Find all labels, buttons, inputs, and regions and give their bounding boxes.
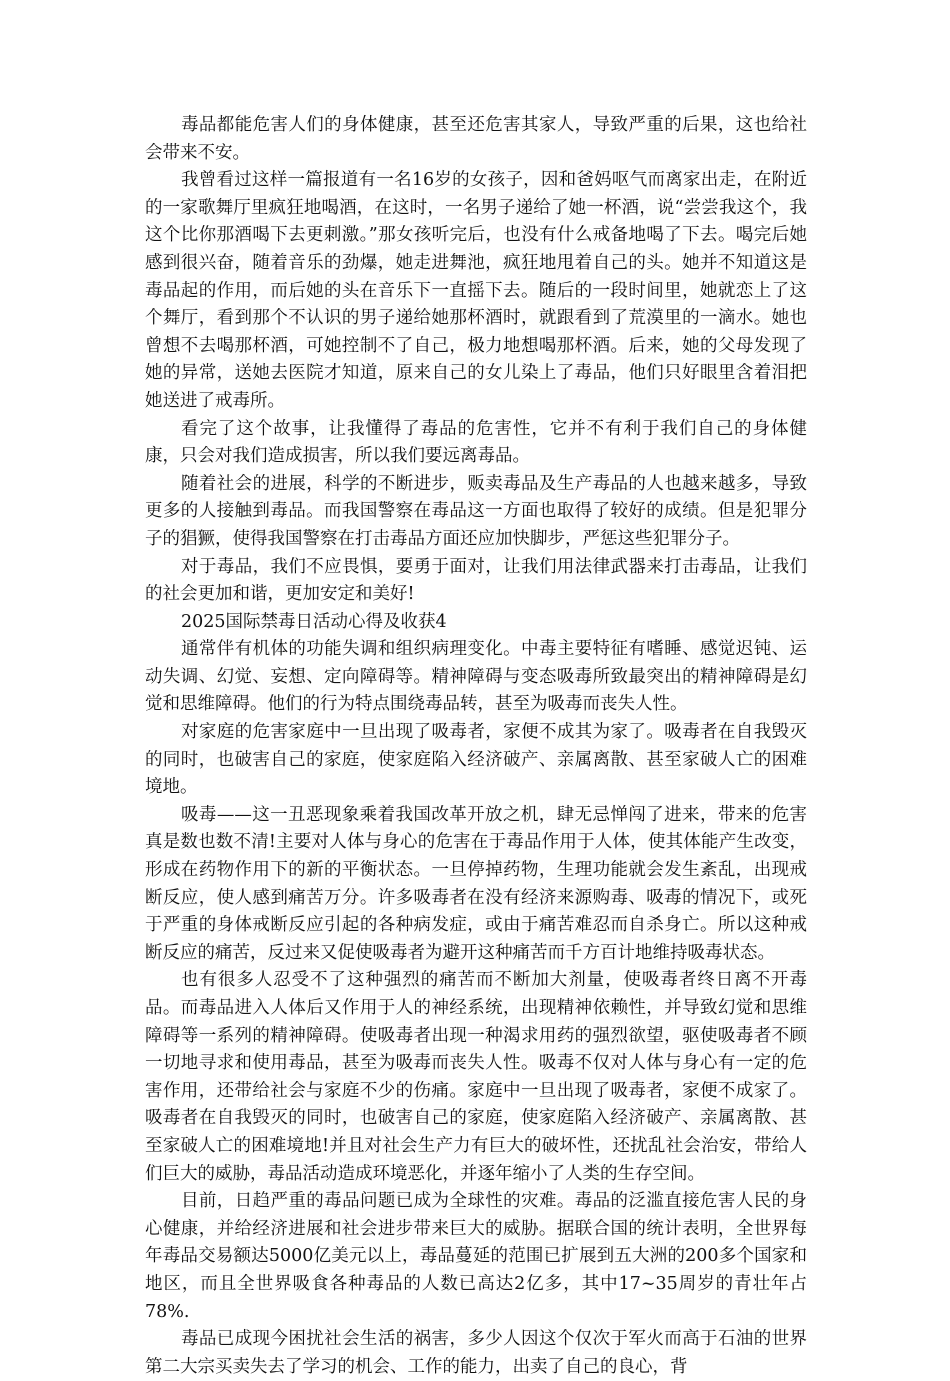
paragraph: 毒品已成现今困扰社会生活的祸害，多少人因这个仅次于军火而高于石油的世界第二大宗买卖失去了学习的机会、工作的能力，出卖了自己的良心，背 (145, 1329, 807, 1377)
section-heading: 2025国际禁毒日活动心得及收获4 (181, 611, 447, 632)
paragraph: 毒品都能危害人们的身体健康，甚至还危害其家人，导致严重的后果，这也给社会带来不安。 (145, 115, 807, 163)
paragraph: 对于毒品，我们不应畏惧，要勇于面对，让我们用法律武器来打击毒品，让我们的社会更加和谐，更加安定和美好! (145, 556, 807, 605)
paragraph: 对家庭的危害家庭中一旦出现了吸毒者，家便不成其为家了。吸毒者在自我毁灭的同时，也破害自己的家庭，使家庭陷入经济破产、亲属离散、甚至家破人亡的困难境地。 (145, 722, 807, 798)
paragraph: 通常伴有机体的功能失调和组织病理变化。中毒主要特征有嗜睡、感觉迟钝、运动失调、幻觉、妄想、定向障碍等。精神障碍与变态吸毒所致最突出的精神障碍是幻觉和思维障碍。他们的行为特点围绕毒品转，甚至为吸毒而丧失人性。 (145, 639, 807, 715)
document-page (145, 112, 807, 1381)
paragraph: 目前，日趋严重的毒品问题已成为全球性的灾难。毒品的泛滥直接危害人民的身心健康，并给经济进展和社会进步带来巨大的威胁。据联合国的统计表明，全世界每年毒品交易额达5000亿美元以上，毒品蔓延的范围已扩展到五大洲的200多个国家和地区，而且全世界吸食各种毒品的人数已高达2亿多，其中17~35周岁的青壮年占78%. (145, 1191, 807, 1322)
paragraph: 也有很多人忍受不了这种强烈的痛苦而不断加大剂量，使吸毒者终日离不开毒品。而毒品进入人体后又作用于人的神经系统，出现精神依赖性，并导致幻觉和思维障碍等一系列的精神障碍。使吸毒者出现一种渴求用药的强烈欲望，驱使吸毒者不顾一切地寻求和使用毒品，甚至为吸毒而丧失人性。吸毒不仅对人体与身心有一定的危害作用，还带给社会与家庭不少的伤痛。家庭中一旦出现了吸毒者，家便不成家了。吸毒者在自我毁灭的同时，也破害自己的家庭，使家庭陷入经济破产、亲属离散、甚至家破人亡的困难境地!并且对社会生产力有巨大的破坏性，还扰乱社会治安，带给人们巨大的威胁，毒品活动造成环境恶化，并逐年缩小了人类的生存空间。 (145, 970, 807, 1184)
paragraph: 我曾看过这样一篇报道有一名16岁的女孩子，因和爸妈呕气而离家出走，在附近的一家歌舞厅里疯狂地喝酒，在这时，一名男子递给了她一杯酒，说“尝尝我这个，我这个比你那酒喝下去更刺激。”那女孩听完后，也没有什么戒备地喝了下去。喝完后她感到很兴奋，随着音乐的劲爆，她走进舞池，疯狂地甩着自己的头。她并不知道这是毒品起的作用，而后她的头在音乐下一直摇下去。随后的一段时间里，她就恋上了这个舞厅，看到那个不认识的男子递给她那杯酒时，就跟看到了荒漠里的一滴水。她也曾想不去喝那杯酒，可她控制不了自己，极力地想喝那杯酒。后来，她的父母发现了她的异常，送她去医院才知道，原来自己的女儿染上了毒品，他们只好眼里含着泪把她送进了戒毒所。 (145, 170, 807, 411)
paragraph: 吸毒——这一丑恶现象乘着我国改革开放之机，肆无忌惮闯了进来，带来的危害真是数也数不清!主要对人体与身心的危害在于毒品作用于人体，使其体能产生改变，形成在药物作用下的新的平衡状态。一旦停掉药物，生理功能就会发生紊乱，出现戒断反应，使人感到痛苦万分。许多吸毒者在没有经济来源购毒、吸毒的情况下，或死于严重的身体戒断反应引起的各种病发症，或由于痛苦难忍而自杀身亡。所以这种戒断反应的痛苦，反过来又促使吸毒者为避开这种痛苦而千方百计地维持吸毒状态。 (145, 804, 807, 963)
paragraph: 随着社会的进展，科学的不断进步，贩卖毒品及生产毒品的人也越来越多，导致更多的人接触到毒品。而我国警察在毒品这一方面也取得了较好的成绩。但是犯罪分子的猖獗，使得我国警察在打击毒品方面还应加快脚步，严惩这些犯罪分子。 (145, 473, 807, 549)
paragraph: 看完了这个故事，让我懂得了毒品的危害性，它并不有利于我们自己的身体健康，只会对我们造成损害，所以我们要远离毒品。 (145, 418, 807, 467)
